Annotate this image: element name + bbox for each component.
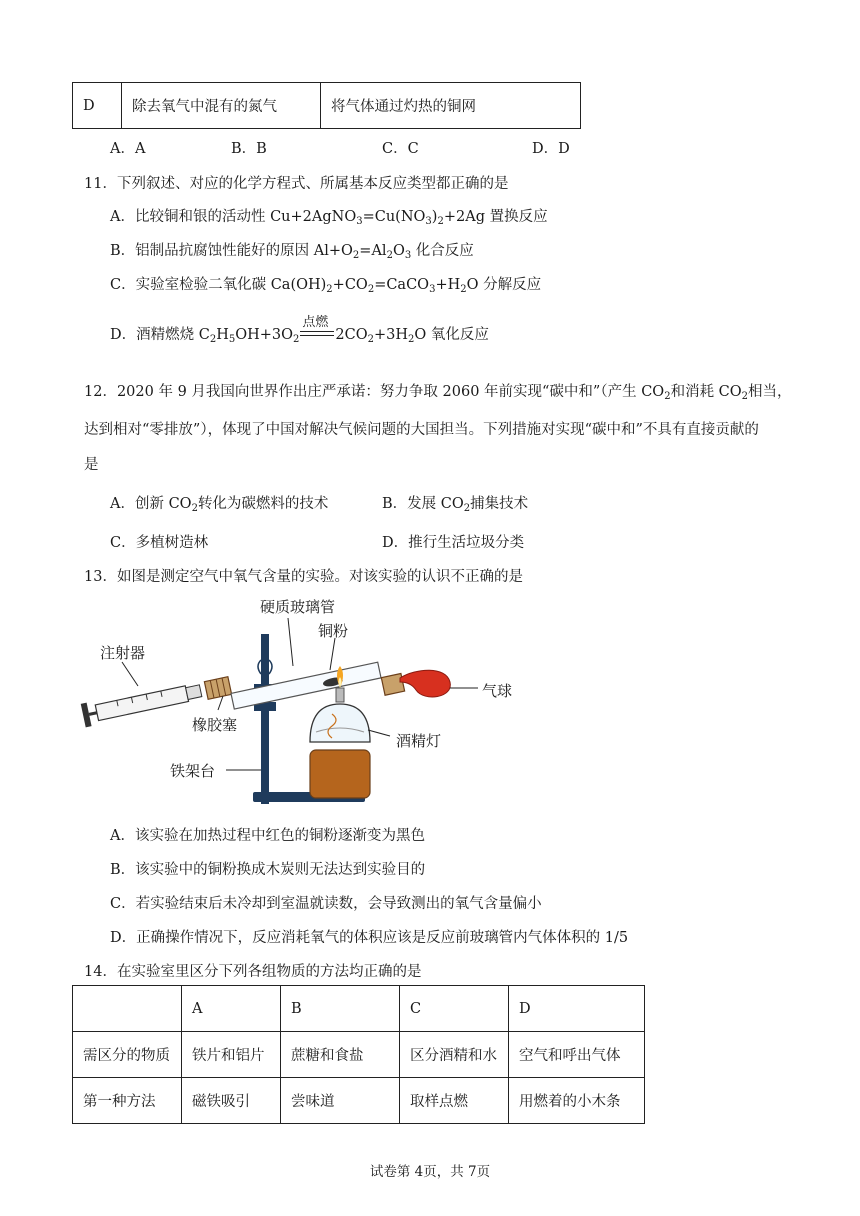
q10-table-cell: 除去氧气中混有的氮气 <box>122 83 321 129</box>
label-tube: 硬质玻璃管 <box>260 598 336 616</box>
table-cell: 取样点燃 <box>400 1078 509 1124</box>
q10-table <box>72 82 581 129</box>
q12-option-b: B．发展 $CO_2$捕集技术 <box>382 496 529 514</box>
q10-option-c: C．C <box>382 141 419 157</box>
label-stopper: 橡胶塞 <box>192 716 238 734</box>
balloon <box>400 670 450 697</box>
q10-option-a: A．A <box>110 141 146 157</box>
q13-option-a: A．该实验在加热过程中红色的铜粉逐渐变为黑色 <box>110 828 425 844</box>
table-cell: 用燃着的小木条 <box>509 1078 645 1124</box>
q14-stem: 14．在实验室里区分下列各组物质的方法均正确的是 <box>84 964 422 980</box>
q12-line2: 达到相对“零排放”），体现了中国对解决气候问题的大国担当。下列措施对实现“碳中和”不具有直接贡献的 <box>84 422 759 438</box>
syringe <box>81 679 203 727</box>
table-header-cell: C <box>400 986 509 1032</box>
reaction-condition: 点燃 <box>300 327 334 343</box>
q12-option-a: A．创新 $CO_2$转化为碳燃料的技术 <box>110 496 329 514</box>
q12-line1: 12．2020 年 9 月我国向世界作出庄严承诺：努力争取 2060 年前实现“碳中和”（产生 $CO_2$和消耗 $CO_2$相当， <box>84 384 792 402</box>
q12-option-d: D．推行生活垃圾分类 <box>382 535 525 551</box>
q10-option-d: D．D <box>532 141 570 157</box>
q10-option-b: B．B <box>231 141 267 157</box>
q13-option-d: D．正确操作情况下，反应消耗氧气的体积应该是反应前玻璃管内气体体积的 1/5 <box>110 930 629 946</box>
rubber-stopper-left <box>204 677 231 700</box>
table-cell: 尝味道 <box>281 1078 400 1124</box>
q11-option-b: B．铝制品抗腐蚀性能好的原因 $Al+O_2=Al_2O_3$ 化合反应 <box>110 243 474 261</box>
table-cell: 第一种方法 <box>73 1078 182 1124</box>
q11-option-c: C．实验室检验二氧化碳 $Ca(OH)_2+CO_2=CaCO_3+H_2O$ 分解反应 <box>110 277 542 295</box>
page-footer: 试卷第 4页，共 7页 <box>369 1164 491 1180</box>
table-header-row <box>73 986 645 1032</box>
table-cell: 需区分的物质 <box>73 1032 182 1078</box>
label-stand: 铁架台 <box>170 762 216 780</box>
q10-table-cell: 将气体通过灼热的铜网 <box>321 83 581 129</box>
table-row <box>73 1078 645 1124</box>
table-row <box>73 1032 645 1078</box>
q14-table <box>72 985 645 1124</box>
label-lamp: 酒精灯 <box>396 732 442 750</box>
label-balloon: 气球 <box>482 682 513 700</box>
table-cell: 空气和呼出气体 <box>509 1032 645 1078</box>
label-copper: 铜粉 <box>318 622 349 640</box>
table-cell: 磁铁吸引 <box>182 1078 281 1124</box>
q11-option-a: A．比较铜和银的活动性 $Cu+2AgNO_3=Cu(NO_3)_2+2Ag$ 置换反应 <box>110 209 548 227</box>
table-cell: 区分酒精和水 <box>400 1032 509 1078</box>
table-cell: 铁片和铝片 <box>182 1032 281 1078</box>
apparatus-diagram <box>78 592 548 814</box>
q11-stem: 11．下列叙述、对应的化学方程式、所属基本反应类型都正确的是 <box>84 176 509 192</box>
q13-stem: 13．如图是测定空气中氧气含量的实验。对该实验的认识不正确的是 <box>84 569 523 585</box>
table-cell: 蔗糖和食盐 <box>281 1032 400 1078</box>
q12-option-c: C．多植树造林 <box>110 535 209 551</box>
q13-option-c: C．若实验结束后未冷却到室温就读数，会导致测出的氧气含量偏小 <box>110 896 542 912</box>
q13-option-b: B．该实验中的铜粉换成木炭则无法达到实验目的 <box>110 862 426 878</box>
table-header-cell: D <box>509 986 645 1032</box>
double-line <box>300 331 334 336</box>
q11-option-d: D．酒精燃烧 $C_2H_5OH+3O_2$ 点燃 $2CO_2+3H_2O$ 氧化反应 <box>110 315 489 345</box>
q10-table-cell: D <box>73 83 122 129</box>
label-syringe: 注射器 <box>100 644 146 662</box>
glass-tube <box>231 662 381 709</box>
table-header-cell <box>73 986 182 1032</box>
table-header-cell: A <box>182 986 281 1032</box>
q12-line3: 是 <box>84 457 99 473</box>
table-header-cell: B <box>281 986 400 1032</box>
